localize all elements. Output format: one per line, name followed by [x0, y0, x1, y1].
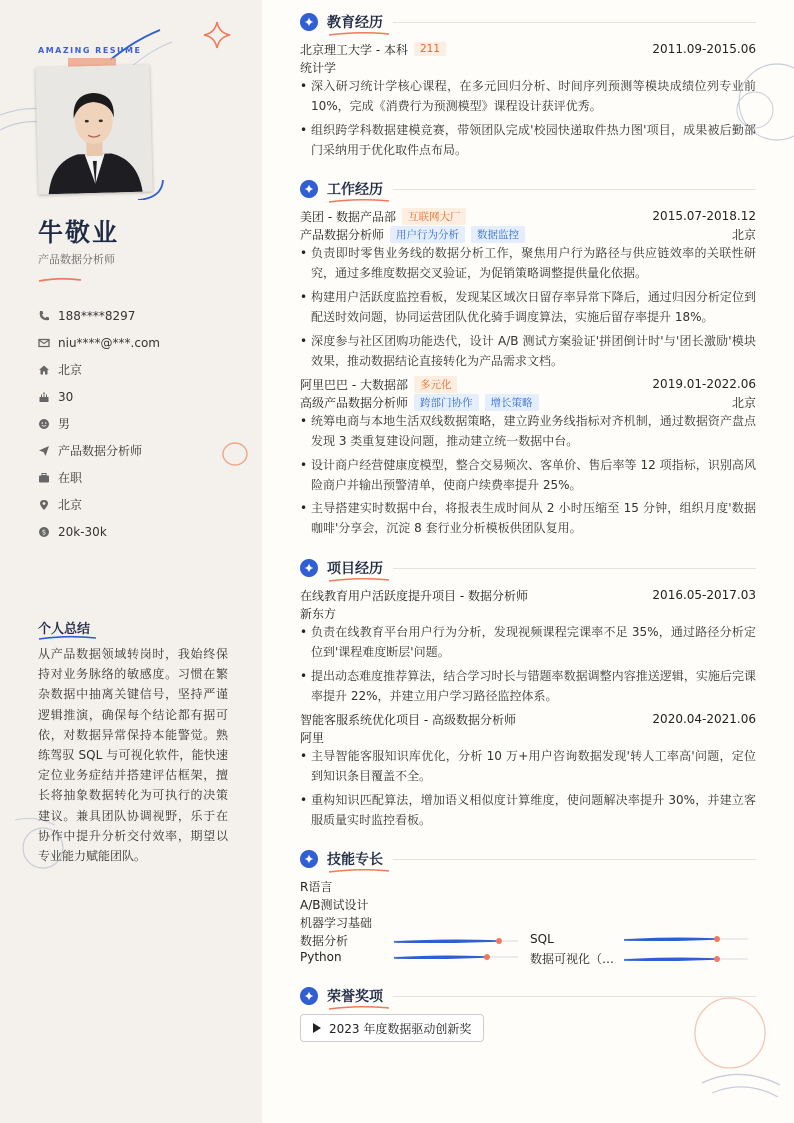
contact-value: niu****@***.com — [58, 335, 160, 350]
job-bullet: • 负责即时零售业务线的数据分析工作，聚焦用户行为路径与供应链效率的关联性研究，通过多维度数据交叉验证，为促销策略调整提供量化依据。 — [300, 244, 756, 283]
contact-target-role — [38, 437, 160, 464]
skill-bar-marker — [484, 954, 490, 960]
send-icon — [38, 445, 50, 457]
job-company: 阿里巴巴 - 大数据部 — [300, 377, 408, 392]
project-row — [300, 710, 756, 728]
skill-item: R语言 — [300, 880, 333, 894]
project-name: 智能客服系统优化项目 - 高级数据分析师 — [300, 712, 516, 727]
education-major-row — [300, 58, 756, 76]
project-row — [300, 586, 756, 604]
contact-value: 在职 — [58, 471, 83, 485]
skill-rated-name: 数据分析 — [300, 934, 349, 948]
skill-rated — [300, 932, 520, 949]
job-bullet: • 统筹电商与本地生活双线数据策略，建立跨业务线指标对齐机制，通过数据资产盘点发现 3 类重复建设问题，推动建立统一数据中台。 — [300, 412, 756, 451]
home-icon — [38, 364, 50, 376]
skill-item: 机器学习基础 — [300, 916, 373, 930]
summary-underline — [38, 634, 98, 642]
contact-value: 30 — [58, 389, 74, 404]
skill-bar-fill — [624, 958, 717, 960]
job-position: 高级产品数据分析师 — [300, 395, 409, 410]
job-bullet: • 构建用户活跃度监控看板，发现某区域次日留存率异常下降后，通过归因分析定位到配送时效问题，协同运营团队优化骑手调度算法，实施后留存率提升 18%。 — [300, 288, 756, 327]
section-divider — [393, 568, 756, 569]
decorative-ring-bottom — [690, 995, 794, 1105]
gender-icon — [38, 418, 50, 430]
decorative-circle — [220, 440, 250, 470]
education-bullet: • 组织跨学科数据建模竞赛，带领团队完成'校园快递取件热力图'项目，成果被后勤部门采纳用于优化取件点布局。 — [300, 121, 756, 160]
project-bullet: • 主导智能客服知识库优化，分析 10 万+用户咨询数据发现'转人工率高'问题，定位到知识条目覆盖不全。 — [300, 747, 756, 786]
section-projects-header — [300, 558, 756, 578]
project-period: 2016.05-2017.03 — [652, 588, 756, 602]
contact-value: 20k-30k — [58, 524, 107, 539]
job-bullet: • 深度参与社区团购功能迭代，设计 A/B 测试方案验证'拼团倒计时'与'团长激励'模块效果，推动数据结论直接转化为产品需求文档。 — [300, 332, 756, 371]
section-divider — [393, 189, 756, 190]
avatar-photo — [35, 65, 152, 195]
job-bullet: • 主导搭建实时数据中台，将报表生成时间从 2 小时压缩至 15 分钟，组织月度'数据咖啡'分享会，沉淀 8 套行业分析模板供团队复用。 — [300, 499, 756, 538]
skill-level-bar — [392, 936, 520, 946]
job-row — [300, 207, 756, 225]
candidate-role: 产品数据分析师 — [38, 253, 115, 266]
section-skills-header — [300, 849, 756, 869]
skill-bar-marker — [714, 956, 720, 962]
honor-item[interactable] — [300, 1014, 484, 1042]
project-org-row — [300, 728, 756, 746]
project-org: 阿里 — [300, 730, 325, 745]
contact-gender — [38, 410, 160, 437]
skill-item: A/B测试设计 — [300, 898, 369, 912]
location-icon — [38, 499, 50, 511]
section-star-icon — [300, 559, 318, 577]
contact-value: 产品数据分析师 — [58, 444, 143, 458]
phone-icon — [38, 310, 50, 322]
svg-text:$: $ — [41, 528, 47, 537]
project-org: 新东方 — [300, 606, 337, 621]
contact-salary — [38, 518, 160, 545]
skill-rated — [300, 950, 520, 964]
contact-list — [38, 302, 160, 545]
play-triangle-icon — [313, 1023, 321, 1033]
cake-icon — [38, 391, 50, 403]
section-divider — [393, 22, 756, 23]
skill-rated — [530, 932, 750, 946]
job-period: 2015.07-2018.12 — [652, 209, 756, 223]
skill-rated-name: Python — [300, 950, 342, 964]
section-title: 项目经历 — [327, 561, 383, 577]
project-bullet: • 重构知识匹配算法，增加语义相似度计算维度，使问题解决率提升 30%，并建立客服质量实时监控看板。 — [300, 791, 756, 830]
education-period: 2011.09-2015.06 — [652, 42, 756, 56]
section-underline — [328, 198, 390, 204]
contact-value: 男 — [58, 417, 71, 431]
contact-value: 188****8297 — [58, 308, 136, 323]
section-title: 技能专长 — [327, 852, 383, 868]
salary-icon — [38, 526, 50, 538]
project-bullet: • 提出动态难度推荐算法，结合学习时长与错题率数据调整内容推送逻辑，实施后完课率提升 22%，并建立用户学习路径监控体系。 — [300, 667, 756, 706]
skill-level-bar — [622, 934, 750, 944]
candidate-name: 牛敬业 — [38, 218, 120, 247]
section-work-header — [300, 179, 756, 199]
section-title: 教育经历 — [327, 15, 383, 31]
section-honors-header — [300, 986, 756, 1006]
job-city: 北京 — [731, 227, 756, 242]
briefcase-icon — [38, 472, 50, 484]
job-company: 美团 - 数据产品部 — [300, 209, 396, 224]
project-name: 在线教育用户活跃度提升项目 - 数据分析师 — [300, 588, 528, 603]
education-row — [300, 40, 756, 58]
section-underline — [328, 577, 390, 583]
skill-rated-name: SQL — [530, 932, 554, 946]
education-bullet: • 深入研习统计学核心课程，在多元回归分析、时间序列预测等模块成绩位列专业前 10%，完成《消费行为预测模型》课程设计获评优秀。 — [300, 77, 756, 116]
summary-title: 个人总结 — [38, 622, 91, 637]
job-period: 2019.01-2022.06 — [652, 377, 756, 391]
job-bullet: • 设计商户经营健康度模型，整合交易频次、客单价、售后率等 12 项指标，识别高风险商户并输出预警清单，使商户续费率提升 25%。 — [300, 456, 756, 495]
section-underline — [328, 868, 390, 874]
sparkle-star-icon — [202, 20, 232, 50]
skill-bar-marker — [714, 936, 720, 942]
skill-rated-name: 数据可视化（… — [530, 952, 615, 966]
section-star-icon — [300, 180, 318, 198]
job-position-row — [300, 393, 756, 411]
project-org-row — [300, 604, 756, 622]
skill-level-bar — [622, 954, 750, 964]
name-underline — [38, 276, 82, 284]
section-title: 荣誉奖项 — [327, 989, 383, 1005]
section-divider — [393, 859, 756, 860]
job-position: 产品数据分析师 — [300, 227, 385, 242]
contact-status — [38, 464, 160, 491]
skill-tag: 用户行为分析 — [390, 226, 465, 243]
contact-value: 北京 — [58, 498, 83, 512]
education-school: 北京理工大学 - 本科 — [300, 42, 408, 57]
contact-value: 北京 — [58, 363, 83, 377]
skill-level-bar — [392, 952, 520, 962]
job-row — [300, 375, 756, 393]
contact-phone — [38, 302, 160, 329]
sidebar — [0, 0, 262, 1123]
project-bullet: • 负责在线教育平台用户行为分析，发现视频课程完课率不足 35%，通过路径分析定位到'课程难度断层'问题。 — [300, 623, 756, 662]
avatar-portrait — [35, 65, 152, 195]
section-underline — [328, 31, 390, 37]
skill-tag: 数据监控 — [471, 226, 525, 243]
section-divider — [393, 996, 756, 997]
skill-rated — [530, 950, 750, 967]
school-tag: 211 — [414, 42, 446, 56]
skill-bar-fill — [394, 940, 499, 942]
section-underline — [328, 1005, 390, 1011]
contact-home — [38, 356, 160, 383]
contact-age — [38, 383, 160, 410]
section-title: 工作经历 — [327, 182, 383, 198]
project-period: 2020.04-2021.06 — [652, 712, 756, 726]
education-major: 统计学 — [300, 60, 337, 75]
skill-tag: 增长策略 — [485, 394, 539, 411]
skill-bar-fill — [394, 956, 487, 958]
job-position-row — [300, 225, 756, 243]
contact-email — [38, 329, 160, 356]
section-star-icon — [300, 850, 318, 868]
skill-bar-marker — [496, 938, 502, 944]
contact-location — [38, 491, 160, 518]
company-tag: 互联网大厂 — [402, 208, 467, 225]
section-education-header — [300, 12, 756, 32]
skill-tag: 跨部门协作 — [414, 394, 479, 411]
job-city: 北京 — [731, 395, 756, 410]
section-star-icon — [300, 13, 318, 31]
honor-label: 2023 年度数据驱动创新奖 — [329, 1021, 472, 1036]
company-tag: 多元化 — [414, 376, 458, 393]
summary-text: 从产品数据领域转岗时，我始终保持对业务脉络的敏感度。习惯在繁杂数据中抽离关键信号，坚持严谨逻辑推演，确保每个结论都有据可依，对数据异常保持本能警觉。熟练驾驭 SQL 与可视化软件，能快速定位业务症结并搭建评估框架，擅长将抽象数据转化为可执行的决策建议。兼具团队协调视野，乐于在协作中提升分析交付效率，期望以专业能力赋能团队。 — [38, 647, 228, 864]
skill-bar-fill — [624, 938, 717, 940]
email-icon — [38, 337, 50, 349]
section-star-icon — [300, 987, 318, 1005]
resume-tagline: AMAZING RESUME — [38, 46, 142, 55]
